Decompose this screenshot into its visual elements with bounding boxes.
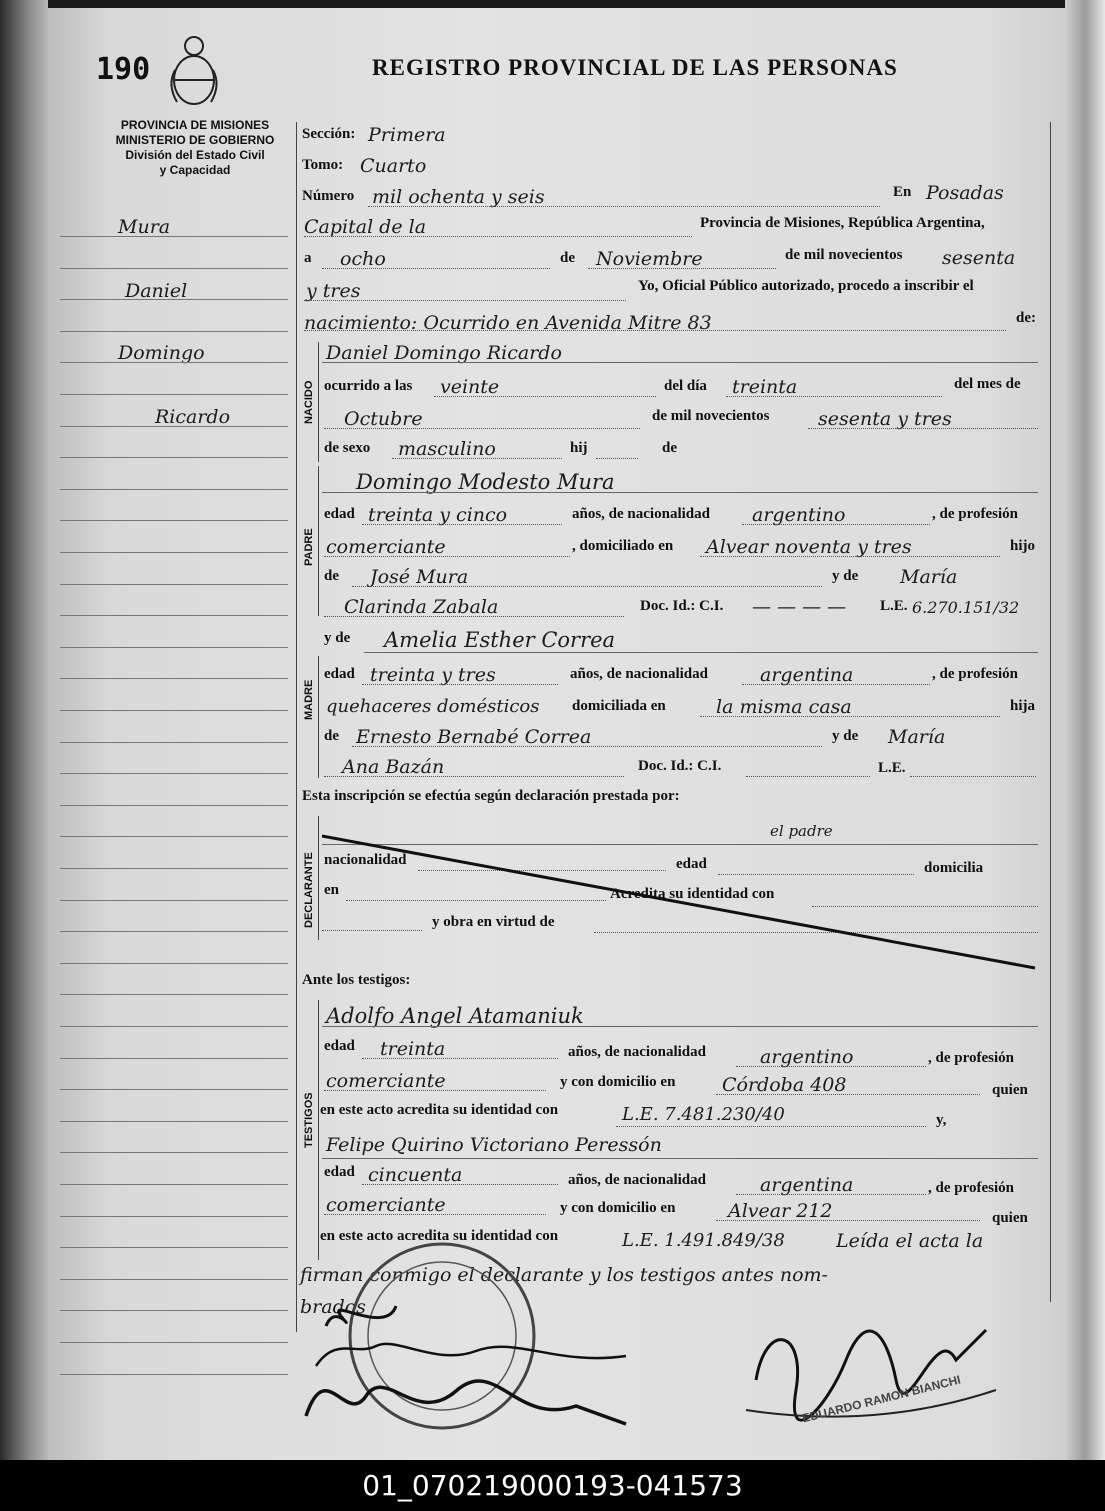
testigo2-dom: Alvear 212 (728, 1200, 833, 1222)
nac-label: años, de nacionalidad (572, 506, 710, 522)
margin-line (60, 299, 288, 300)
fill-line (616, 1126, 926, 1127)
fill-line (588, 268, 776, 269)
madre-madre-de: María (888, 726, 946, 748)
margin-line (60, 268, 288, 269)
obra-label: y obra en virtud de (432, 914, 555, 930)
margin-line (60, 678, 288, 679)
anio-value-2: y tres (306, 280, 361, 302)
acred-label: en este acto acredita su identidad con (320, 1102, 559, 1118)
madre-edad: treinta y tres (370, 664, 496, 686)
nac-label: años, de nacionalidad (568, 1172, 706, 1188)
madre-madre-de-2: Ana Bazán (342, 756, 445, 778)
margin-line (60, 836, 288, 837)
margin-line (60, 1216, 288, 1217)
testigo1-nac: argentino (760, 1046, 854, 1068)
y-de-label-2: y de (832, 728, 859, 744)
seccion-label: Sección: (302, 126, 356, 142)
fill-line (362, 1184, 558, 1185)
sexo-label: de sexo (324, 440, 371, 456)
fill-line (392, 458, 562, 459)
y-label: y, (936, 1112, 947, 1128)
section-label-testigos: TESTIGOS (303, 1092, 315, 1148)
dom-label: domicilia (924, 860, 984, 876)
margin-surname: Mura (118, 216, 171, 238)
fill-line (324, 1214, 546, 1215)
margin-line (60, 1089, 288, 1090)
en-value: Posadas (926, 182, 1004, 204)
margin-name: Ricardo (155, 406, 231, 428)
margin-line (60, 1026, 288, 1027)
tomo-label: Tomo: (302, 157, 344, 173)
tomo-value: Cuarto (360, 155, 427, 177)
margin-line (60, 1247, 288, 1248)
margin-line (60, 647, 288, 648)
margin-line (60, 394, 288, 395)
margin-line (60, 1342, 288, 1343)
prof-label: , de profesión (932, 506, 1018, 522)
fill-line (736, 1194, 926, 1195)
office-line: MINISTERIO DE GOBIERNO (115, 133, 275, 147)
doc-label: Doc. Id.: C.I. (638, 758, 722, 774)
fill-line (808, 428, 1038, 429)
fill-line (322, 492, 1038, 493)
testigo2-edad: cincuenta (368, 1164, 463, 1186)
section-divider (318, 816, 319, 940)
fill-line (322, 268, 550, 269)
testigo2-doc: L.E. 1.491.849/38 (622, 1230, 785, 1251)
margin-line (60, 489, 288, 490)
edad-label: edad (324, 506, 355, 522)
testigos-intro: Ante los testigos: (302, 972, 411, 988)
margin-line (60, 1279, 288, 1280)
fill-line (362, 684, 558, 685)
issuing-office (100, 118, 290, 178)
madre-padre-de: Ernesto Bernabé Correa (356, 726, 592, 748)
y-de-label: y de (324, 630, 351, 646)
declaracion-intro: Esta inscripción se efectúa según declaración prestada por: (302, 788, 680, 804)
fill-line (362, 1058, 558, 1059)
testigo2-prof: comerciante (326, 1194, 446, 1216)
edad-label: edad (324, 1164, 355, 1180)
padre-madre-de-2: Clarinda Zabala (344, 596, 499, 618)
closing-text-2: firman conmigo el declarante y los testigos antes nom- (300, 1264, 828, 1286)
de-label: de (560, 250, 575, 266)
office-line: División del Estado Civil (125, 148, 265, 162)
margin-line (60, 963, 288, 964)
hora-value: veinte (440, 376, 500, 398)
dom-label: y con domicilio en (560, 1200, 676, 1216)
prof-label: , de profesión (928, 1050, 1014, 1066)
fill-line (596, 458, 638, 459)
edad-label: edad (676, 856, 707, 872)
y-de-label: y de (832, 568, 859, 584)
official-stamp-text: EDUARDO RAMON BIANCHI (800, 1372, 962, 1426)
fill-line (746, 776, 870, 777)
margin-line (60, 773, 288, 774)
dom-label: y con domicilio en (560, 1074, 676, 1090)
declarante-nombre: el padre (770, 822, 833, 840)
section-label-nacido: NACIDO (303, 380, 315, 424)
dia-value: ocho (340, 248, 386, 270)
margin-line (60, 615, 288, 616)
fill-line (322, 1158, 1038, 1159)
fill-line (700, 556, 1000, 557)
mil-nac-label: de mil novecientos (652, 408, 770, 424)
hij-label: hij (570, 440, 588, 456)
prof-label: , de profesión (928, 1180, 1014, 1196)
mil-label: de mil novecientos (785, 247, 903, 263)
office-line: y Capacidad (159, 163, 231, 177)
margin-name: Domingo (118, 342, 205, 364)
en-label: En (893, 184, 912, 200)
fill-line (716, 1220, 980, 1221)
margin-line (60, 710, 288, 711)
form-right-border (1050, 122, 1051, 1302)
folio-number: 190 (96, 52, 151, 87)
fill-line (368, 206, 880, 207)
fill-line (324, 428, 640, 429)
fill-line (742, 684, 930, 685)
signature-official (736, 1300, 1006, 1440)
padre-edad: treinta y cinco (368, 504, 508, 526)
padre-madre-de: María (900, 566, 958, 588)
hijo-label: hijo (1010, 538, 1036, 554)
testigo1-nombre: Adolfo Angel Atamaniuk (326, 1004, 584, 1028)
nac-label: años, de nacionalidad (570, 666, 708, 682)
edad-label: edad (324, 1038, 355, 1054)
margin-line (60, 742, 288, 743)
margin-line (60, 552, 288, 553)
fill-line (352, 746, 822, 747)
madre-nombre: Amelia Esther Correa (384, 628, 616, 652)
coat-of-arms-icon (163, 30, 225, 110)
margin-line (60, 1058, 288, 1059)
numero-label: Número (302, 188, 355, 204)
quien-label: quien (992, 1210, 1028, 1226)
section-divider (318, 342, 319, 462)
dia-nac-value: treinta (732, 376, 798, 398)
fill-line (322, 362, 1038, 363)
closing-text-3: brados (300, 1296, 366, 1318)
de-colon-label: de: (1016, 310, 1036, 326)
fill-line (700, 716, 1000, 717)
cancel-strike-line (320, 832, 1040, 972)
edad-label: edad (324, 666, 355, 682)
nac-label: nacionalidad (324, 852, 407, 868)
fill-line (304, 330, 1006, 331)
en-label: en (324, 882, 339, 898)
image-id-footer: 01_070219000193-041573 (0, 1460, 1105, 1511)
numero-value: mil ochenta y seis (372, 186, 545, 208)
margin-line (60, 900, 288, 901)
fill-line (362, 524, 562, 525)
seccion-value: Primera (368, 124, 446, 146)
testigo1-doc: L.E. 7.481.230/40 (622, 1104, 785, 1125)
le-label: L.E. (880, 598, 908, 614)
margin-line (60, 457, 288, 458)
book-edge-right (1065, 0, 1105, 1460)
dia-label: del día (664, 378, 707, 394)
section-label-madre: MADRE (303, 679, 315, 720)
testigo1-dom: Córdoba 408 (722, 1074, 847, 1096)
closing-text-1: Leída el acta la (836, 1230, 984, 1252)
nacido-nombre: Daniel Domingo Ricardo (326, 342, 562, 364)
le-label: L.E. (878, 760, 906, 776)
margin-line (60, 331, 288, 332)
section-label-declarante: DECLARANTE (303, 852, 315, 928)
dom-label: , domiciliado en (572, 538, 674, 554)
margin-line (60, 362, 288, 363)
fill-line (324, 556, 570, 557)
padre-nombre: Domingo Modesto Mura (356, 470, 615, 494)
acred-label: en este acto acredita su identidad con (320, 1228, 559, 1244)
padre-ci: — — — — (752, 596, 847, 618)
fill-line (304, 236, 692, 237)
margin-line (60, 426, 288, 427)
de-label: de (324, 728, 339, 744)
testigo1-prof: comerciante (326, 1070, 446, 1092)
quien-label: quien (992, 1082, 1028, 1098)
fill-line (726, 396, 942, 397)
a-label: a (304, 250, 312, 266)
margin-line (60, 1184, 288, 1185)
fill-line (910, 776, 1036, 777)
fill-line (304, 300, 626, 301)
fill-line (742, 524, 930, 525)
margin-line (60, 236, 288, 237)
hija-label: hija (1010, 698, 1036, 714)
padre-domicilio: Alvear noventa y tres (706, 536, 912, 558)
de-nac-label: de (662, 440, 677, 456)
fill-line (434, 396, 656, 397)
margin-line (60, 994, 288, 995)
mes-nac-value: Octubre (344, 408, 423, 430)
section-label-padre: PADRE (303, 528, 315, 566)
de-label: de (324, 568, 339, 584)
anio-value: sesenta (942, 247, 1016, 269)
testigo2-nombre: Felipe Quirino Victoriano Peressón (326, 1134, 662, 1156)
acred-label: Acredita su identidad con (610, 886, 775, 902)
sexo-value: masculino (398, 438, 496, 460)
fill-line (324, 616, 624, 617)
testigo1-edad: treinta (380, 1038, 446, 1060)
book-spine-left (0, 0, 48, 1460)
margin-line (60, 1374, 288, 1375)
acto-value: nacimiento: Ocurrido en Avenida Mitre 83 (304, 312, 712, 334)
margin-line (60, 1121, 288, 1122)
capital-value: Capital de la (304, 216, 427, 238)
margin-line (60, 868, 288, 869)
madre-profesion: quehaceres domésticos (326, 696, 540, 717)
padre-de: José Mura (370, 566, 469, 588)
padre-profesion: comerciante (326, 536, 446, 558)
fill-line (322, 1026, 1038, 1027)
yo-label: Yo, Oficial Público autorizado, procedo a inscribir el (638, 278, 974, 294)
form-left-border (296, 122, 297, 1332)
section-divider (318, 466, 319, 616)
testigo2-nac: argentina (760, 1174, 854, 1196)
mes-value: Noviembre (596, 248, 703, 270)
padre-nacionalidad: argentino (752, 504, 846, 526)
doc-label: Doc. Id.: C.I. (640, 598, 724, 614)
nac-label: años, de nacionalidad (568, 1044, 706, 1060)
dom-label: domiciliada en (572, 698, 666, 714)
section-divider (318, 1000, 319, 1260)
fill-line (736, 1066, 926, 1067)
section-divider (318, 656, 319, 778)
padre-le: 6.270.151/32 (912, 598, 1020, 617)
margin-name: Daniel (125, 280, 188, 302)
margin-line (60, 1152, 288, 1153)
madre-domicilio: la misma casa (716, 696, 852, 718)
prof-label: , de profesión (932, 666, 1018, 682)
margin-line (60, 520, 288, 521)
margin-line (60, 931, 288, 932)
fill-line (324, 776, 624, 777)
document-title: REGISTRO PROVINCIAL DE LAS PERSONAS (372, 55, 898, 80)
mes-label: del mes de (954, 376, 1021, 392)
anio-nac-value: sesenta y tres (818, 408, 952, 430)
madre-nacionalidad: argentina (760, 664, 854, 686)
fill-line (352, 586, 822, 587)
fill-line (324, 1090, 546, 1091)
margin-line (60, 1310, 288, 1311)
office-line: PROVINCIA DE MISIONES (120, 118, 270, 132)
fill-line (716, 1094, 980, 1095)
margin-line (60, 584, 288, 585)
ocurrido-label: ocurrido a las (324, 378, 413, 394)
provincia-label: Provincia de Misiones, República Argentina, (700, 215, 985, 231)
margin-line (60, 805, 288, 806)
fill-line (364, 652, 1038, 653)
signature-witnesses (296, 1296, 656, 1446)
